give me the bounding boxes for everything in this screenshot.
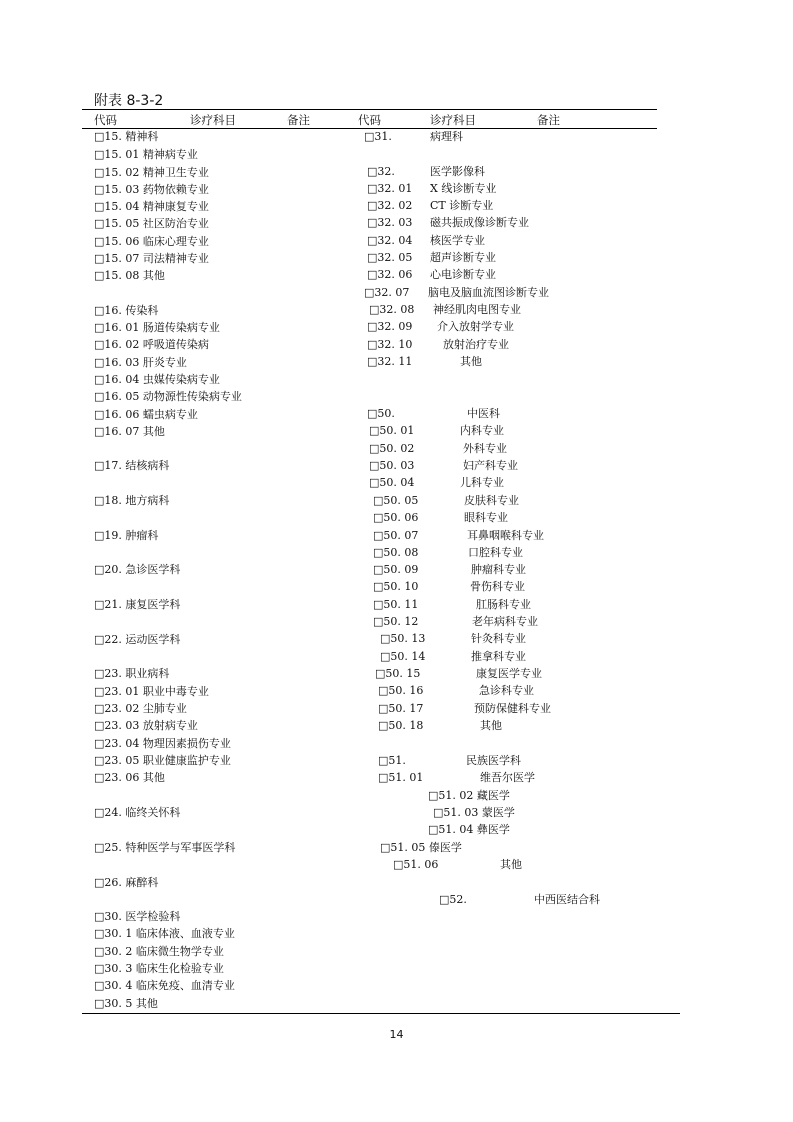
right-item-code: □32. 09 xyxy=(367,320,413,333)
right-item-name: 放射治疗专业 xyxy=(443,338,509,351)
left-list-item: □21. 康复医学科 xyxy=(94,598,181,611)
right-item-name: 肿瘤科专业 xyxy=(471,563,526,576)
right-item-code: □50. 16 xyxy=(378,684,424,697)
left-list-item: □15. 07 司法精神专业 xyxy=(94,252,209,265)
right-item-name: 妇产科专业 xyxy=(463,459,518,472)
right-item-name: 其他 xyxy=(500,858,522,871)
header-code: 代码 xyxy=(94,113,117,127)
left-list-item: □30. 2 临床微生物学专业 xyxy=(94,945,224,958)
right-item-name: 其他 xyxy=(460,355,482,368)
right-item-name: 超声诊断专业 xyxy=(430,251,496,264)
right-item-code: □32. 07 xyxy=(364,286,410,299)
right-item-code: □50. 08 xyxy=(373,546,419,559)
left-list-item: □15. 08 其他 xyxy=(94,269,165,282)
right-item-code: □50. 11 xyxy=(373,598,419,611)
right-item-code: □51. 05 傣医学 xyxy=(380,841,462,854)
header-rule xyxy=(82,128,657,129)
left-list-item: □16. 06 蠕虫病专业 xyxy=(94,408,198,421)
left-list-item: □16. 02 呼吸道传染病 xyxy=(94,338,209,351)
right-item-code: □51. 02 藏医学 xyxy=(428,789,510,802)
left-list-item: □15. 04 精神康复专业 xyxy=(94,200,209,213)
left-list-item: □23. 06 其他 xyxy=(94,771,165,784)
right-item-code: □51. 03 蒙医学 xyxy=(433,806,515,819)
left-list-item: □30. 3 临床生化检验专业 xyxy=(94,962,224,975)
right-item-name: 急诊科专业 xyxy=(479,684,534,697)
right-item-code: □50. 02 xyxy=(369,442,415,455)
right-item-name: 中西医结合科 xyxy=(534,893,600,906)
right-item-code: □50. 06 xyxy=(373,511,419,524)
right-item-code: □50. 12 xyxy=(373,615,419,628)
table-caption: 附表 8-3-2 xyxy=(94,93,164,109)
header-subject: 诊疗科目 xyxy=(190,113,236,127)
right-item-name: 眼科专业 xyxy=(464,511,508,524)
header-remark-2: 备注 xyxy=(537,113,560,127)
left-list-item: □23. 05 职业健康监护专业 xyxy=(94,754,231,767)
right-item-name: 骨伤科专业 xyxy=(470,580,525,593)
left-list-item: □30. 5 其他 xyxy=(94,997,158,1010)
right-item-name: 脑电及脑血流图诊断专业 xyxy=(428,286,549,299)
right-item-code: □32. 04 xyxy=(367,234,413,247)
right-item-code: □51. 04 彝医学 xyxy=(428,823,510,836)
left-list-item: □18. 地方病科 xyxy=(94,494,170,507)
right-item-code: □51. 01 xyxy=(378,771,424,784)
right-item-code: □32. 02 xyxy=(367,199,413,212)
left-list-item: □16. 05 动物源性传染病专业 xyxy=(94,390,242,403)
left-list-item: □22. 运动医学科 xyxy=(94,633,181,646)
right-item-name: 核医学专业 xyxy=(430,234,485,247)
left-list-item: □15. 01 精神病专业 xyxy=(94,148,198,161)
right-item-name: 儿科专业 xyxy=(460,476,504,489)
right-item-name: 皮肤科专业 xyxy=(464,494,519,507)
left-list-item: □15. 精神科 xyxy=(94,130,159,143)
right-item-code: □32. 11 xyxy=(367,355,413,368)
right-item-code: □50. 17 xyxy=(378,702,424,715)
right-item-name: 维吾尔医学 xyxy=(480,771,535,784)
right-item-code: □32. xyxy=(367,165,395,178)
right-item-code: □32. 08 xyxy=(369,303,415,316)
right-item-code: □32. 10 xyxy=(367,338,413,351)
left-list-item: □16. 07 其他 xyxy=(94,425,165,438)
left-list-item: □30. 医学检验科 xyxy=(94,910,181,923)
right-item-name: 其他 xyxy=(480,719,502,732)
right-item-name: 康复医学专业 xyxy=(476,667,542,680)
left-list-item: □15. 06 临床心理专业 xyxy=(94,235,209,248)
right-item-code: □50. 01 xyxy=(369,424,415,437)
right-item-code: □31. xyxy=(364,130,392,143)
right-item-code: □32. 01 xyxy=(367,182,413,195)
right-item-name: 预防保健科专业 xyxy=(474,702,551,715)
right-item-name: 内科专业 xyxy=(460,424,504,437)
right-item-code: □50. xyxy=(367,407,395,420)
left-list-item: □30. 1 临床体液、血液专业 xyxy=(94,927,235,940)
page-number: 14 xyxy=(389,1028,404,1041)
right-item-name: 推拿科专业 xyxy=(471,650,526,663)
right-item-code: □32. 06 xyxy=(367,268,413,281)
left-list-item: □16. 01 肠道传染病专业 xyxy=(94,321,220,334)
left-list-item: □17. 结核病科 xyxy=(94,459,170,472)
left-list-item: □23. 03 放射病专业 xyxy=(94,719,198,732)
right-item-code: □51. xyxy=(378,754,406,767)
left-list-item: □16. 04 虫媒传染病专业 xyxy=(94,373,220,386)
header-remark: 备注 xyxy=(287,113,310,127)
right-item-code: □50. 14 xyxy=(380,650,426,663)
right-item-name: 磁共振成像诊断专业 xyxy=(430,216,529,229)
left-list-item: □23. 职业病科 xyxy=(94,667,170,680)
right-item-code: □52. xyxy=(439,893,467,906)
right-item-name: 老年病科专业 xyxy=(472,615,538,628)
right-item-name: 耳鼻咽喉科专业 xyxy=(467,529,544,542)
left-list-item: □15. 03 药物依赖专业 xyxy=(94,183,209,196)
right-item-code: □50. 13 xyxy=(380,632,426,645)
top-rule xyxy=(82,109,657,110)
left-list-item: □25. 特种医学与军事医学科 xyxy=(94,841,236,854)
left-list-item: □15. 02 精神卫生专业 xyxy=(94,166,209,179)
left-list-item: □19. 肿瘤科 xyxy=(94,529,159,542)
right-item-code: □50. 09 xyxy=(373,563,419,576)
right-item-name: 肛肠科专业 xyxy=(476,598,531,611)
left-list-item: □23. 02 尘肺专业 xyxy=(94,702,187,715)
right-item-name: 民族医学科 xyxy=(466,754,521,767)
right-item-name: 介入放射学专业 xyxy=(437,320,514,333)
left-list-item: □15. 05 社区防治专业 xyxy=(94,217,209,230)
left-list-item: □16. 03 肝炎专业 xyxy=(94,356,187,369)
right-item-code: □50. 07 xyxy=(373,529,419,542)
header-subject-2: 诊疗科目 xyxy=(430,113,476,127)
left-list-item: □16. 传染科 xyxy=(94,304,159,317)
left-list-item: □23. 01 职业中毒专业 xyxy=(94,685,209,698)
right-item-code: □51. 06 xyxy=(393,858,439,871)
left-list-item: □20. 急诊医学科 xyxy=(94,563,181,576)
right-item-code: □50. 15 xyxy=(375,667,421,680)
right-item-code: □50. 10 xyxy=(373,580,419,593)
right-item-name: 针灸科专业 xyxy=(471,632,526,645)
left-list-item: □23. 04 物理因素损伤专业 xyxy=(94,737,231,750)
left-list-item: □24. 临终关怀科 xyxy=(94,806,181,819)
left-list-item: □30. 4 临床免疫、血清专业 xyxy=(94,979,235,992)
right-item-name: 口腔科专业 xyxy=(468,546,523,559)
bottom-rule xyxy=(82,1013,680,1014)
right-item-code: □50. 04 xyxy=(369,476,415,489)
right-item-name: 外科专业 xyxy=(463,442,507,455)
right-item-name: 病理科 xyxy=(430,130,463,143)
right-item-code: □50. 05 xyxy=(373,494,419,507)
right-item-name: 中医科 xyxy=(467,407,500,420)
right-item-code: □50. 03 xyxy=(369,459,415,472)
right-item-name: 神经肌肉电图专业 xyxy=(433,303,521,316)
right-item-name: 心电诊断专业 xyxy=(430,268,496,281)
header-code-2: 代码 xyxy=(358,113,381,127)
right-item-name: 医学影像科 xyxy=(430,165,485,178)
right-item-name: X 线诊断专业 xyxy=(430,182,497,195)
left-list-item: □26. 麻醉科 xyxy=(94,876,159,889)
right-item-name: CT 诊断专业 xyxy=(430,199,494,212)
right-item-code: □32. 03 xyxy=(367,216,413,229)
right-item-code: □50. 18 xyxy=(378,719,424,732)
right-item-code: □32. 05 xyxy=(367,251,413,264)
